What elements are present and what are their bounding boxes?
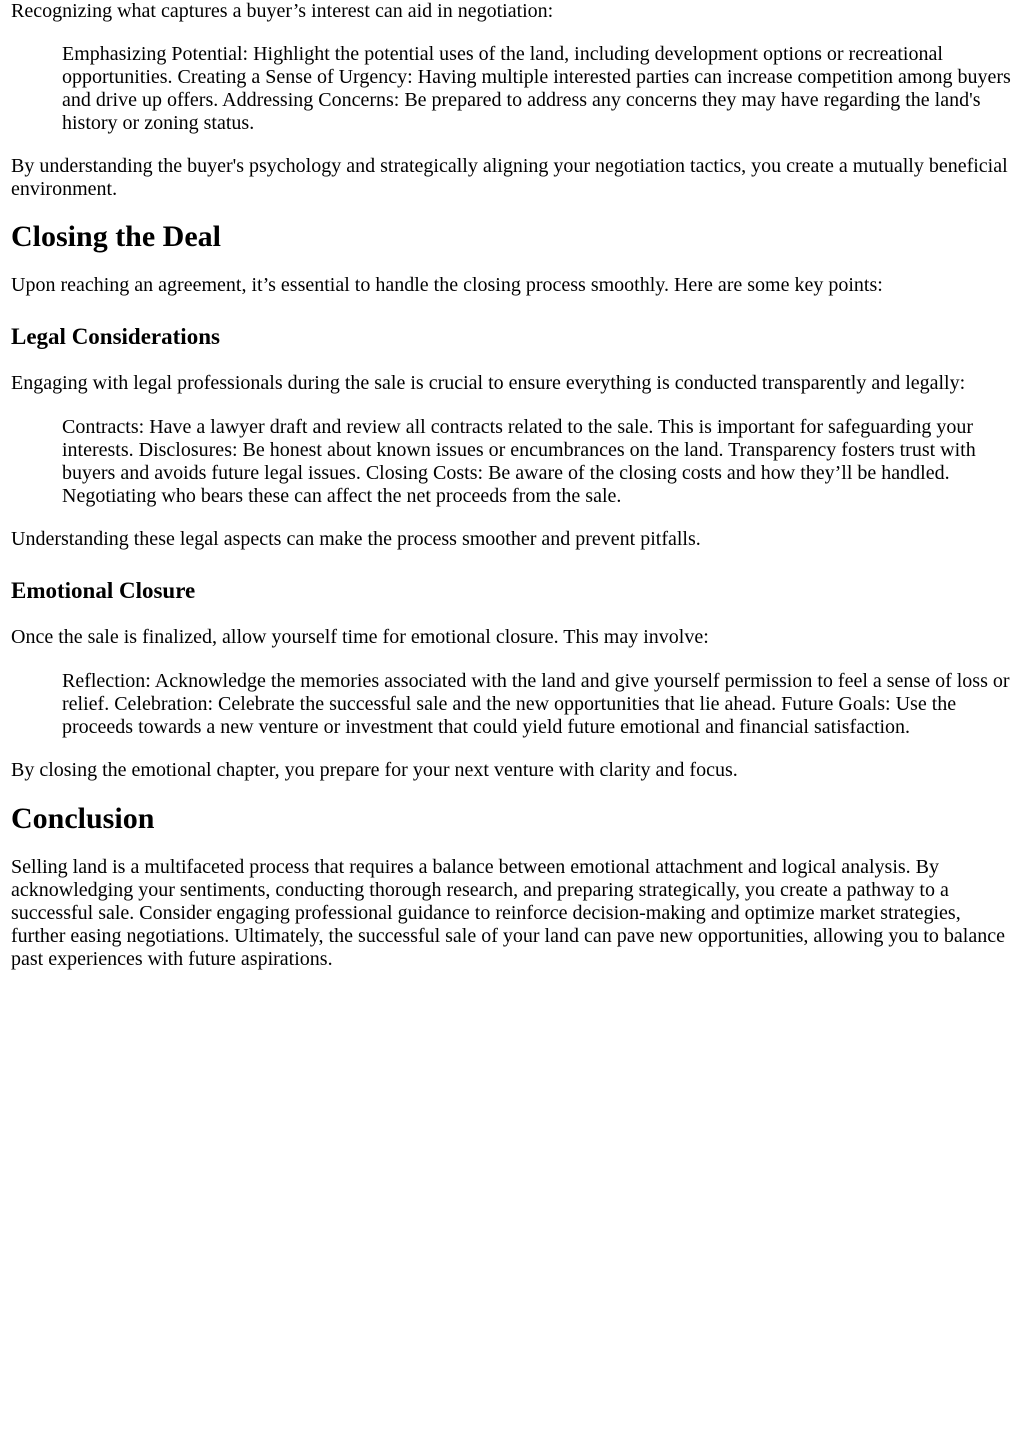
emotional-lead-paragraph: Once the sale is finalized, allow yourself time for emotional closure. This may involve:	[11, 626, 709, 648]
emotional-quote-text: Reflection: Acknowledge the memories associated with the land and give yourself permission to feel a sense of loss or relief. Celebration: Celebrate the successful sale and the new opportunities that lie ahead. Future Goals: Use the proceeds towards a new venture or investment that could yield future emotional and financial satisfaction.	[62, 670, 1010, 738]
emotional-after-paragraph: By closing the emotional chapter, you prepare for your next venture with clarity and focus.	[11, 759, 738, 781]
closing-intro-paragraph: Upon reaching an agreement, it’s essential to handle the closing process smoothly. Here are some key points:	[11, 274, 883, 296]
buyer-interest-quote-text: Emphasizing Potential: Highlight the potential uses of the land, including development options or recreational opportunities. Creating a Sense of Urgency: Having multiple interested parties can increase competition among buyers and drive up offers. Addressing Concerns: Be prepared to address any concerns they may have regarding the land's history or zoning status.	[62, 43, 1011, 134]
legal-quote	[62, 416, 1024, 508]
buyer-interest-quote	[62, 43, 1024, 135]
buyer-interest-lead: Recognizing what captures a buyer’s interest can aid in negotiation:	[11, 0, 554, 22]
emotional-quote	[62, 670, 1024, 739]
legal-after-paragraph: Understanding these legal aspects can make the process smoother and prevent pitfalls.	[11, 528, 701, 550]
emotional-closure-heading: Emotional Closure	[11, 578, 196, 603]
legal-lead-paragraph: Engaging with legal professionals during the sale is crucial to ensure everything is conducted transparently and legally:	[11, 372, 966, 394]
conclusion-paragraph: Selling land is a multifaceted process that requires a balance between emotional attachment and logical analysis. By acknowledging your sentiments, conducting thorough research, and preparing strategically, you create a pathway to a successful sale. Consider engaging professional guidance to reinforce decision-making and optimize market strategies, further easing negotiations. Ultimately, the successful sale of your land can pave new opportunities, allowing you to balance past experiences with future aspirations.	[11, 856, 1005, 970]
legal-quote-text: Contracts: Have a lawyer draft and review all contracts related to the sale. This is important for safeguarding your interests. Disclosures: Be honest about known issues or encumbrances on the land. Transparency fosters trust with buyers and avoids future legal issues. Closing Costs: Be aware of the closing costs and how they’ll be handled. Negotiating who bears these can affect the net proceeds from the sale.	[62, 416, 976, 507]
buyer-psychology-paragraph: By understanding the buyer's psychology and strategically aligning your negotiation tactics, you create a mutually beneficial environment.	[11, 155, 1008, 200]
conclusion-heading: Conclusion	[11, 802, 155, 835]
legal-considerations-heading: Legal Considerations	[11, 324, 220, 349]
closing-deal-heading: Closing the Deal	[11, 220, 221, 253]
